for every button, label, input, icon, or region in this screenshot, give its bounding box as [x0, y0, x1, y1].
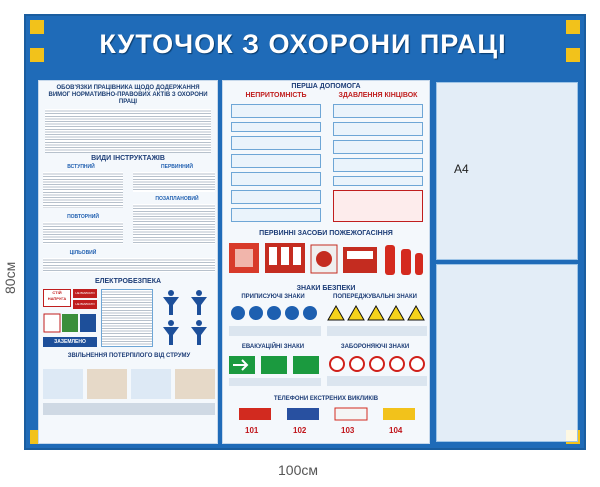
stop-voltage-sign: СТІЙ НАПРУГА	[43, 289, 71, 307]
do-not-switch-sign: НЕ ВМИКАТИ	[73, 300, 97, 309]
stand-title: КУТОЧОК З ОХОРОНИ ПРАЦІ	[99, 29, 507, 59]
release-victim-heading: ЗВІЛЬНЕННЯ ПОТЕРПІЛОГО ВІД СТРУМУ	[67, 353, 191, 359]
aid-step	[231, 122, 321, 132]
briefing-types-heading: ВИДИ ІНСТРУКТАЖІВ	[91, 155, 165, 162]
aid-step	[231, 104, 321, 118]
briefing-label: ПЕРВИННИЙ	[161, 164, 193, 170]
a4-pocket-bottom	[436, 264, 578, 442]
briefing-label: ЦІЛЬОВИЙ	[69, 250, 97, 256]
fire-equipment-heading: ПЕРВИННІ ЗАСОБИ ПОЖЕЖОГАСІННЯ	[259, 230, 393, 237]
warning-heading: ПОПЕРЕДЖУВАЛЬНІ ЗНАКИ	[333, 294, 417, 300]
warning-signs	[327, 304, 427, 340]
briefing-label: ПОВТОРНИЙ	[67, 214, 99, 220]
first-aid-block	[223, 92, 429, 228]
left-info-panel	[38, 80, 218, 444]
mandatory-heading: ПРИПИСУЮЧІ ЗНАКИ	[241, 294, 305, 300]
corner-accent	[566, 48, 580, 62]
middle-info-panel	[222, 80, 430, 444]
aid-step	[231, 154, 321, 168]
aid-step	[333, 122, 423, 136]
fainting-heading: НЕПРИТОМНІСТЬ	[245, 92, 307, 99]
electro-icons	[43, 313, 97, 333]
width-label: 100см	[278, 462, 318, 478]
height-dimension	[0, 250, 22, 310]
corner-accent	[566, 20, 580, 34]
electro-block	[43, 287, 213, 369]
corner-accent	[30, 48, 44, 62]
electro-text	[101, 289, 153, 347]
crush-heading: ЗДАВЛЕННЯ КІНЦІВОК	[338, 92, 418, 99]
height-label: 80см	[2, 261, 18, 294]
prohibition-signs	[327, 354, 427, 390]
emergency-phones-heading: ТЕЛЕФОНИ ЕКСТРЕНИХ ВИКЛИКІВ	[273, 396, 379, 402]
first-aid-heading: ПЕРША ДОПОМОГА	[291, 83, 361, 90]
mandatory-signs	[229, 304, 321, 340]
aid-step	[333, 140, 423, 154]
signs-row-1	[223, 294, 429, 344]
first-aid-figures	[157, 287, 215, 349]
briefing-label: ПОЗАПЛАНОВИЙ	[155, 196, 199, 202]
aid-warning	[333, 190, 423, 222]
signs-row-2	[223, 344, 429, 394]
briefing-label: ВСТУПНИЙ	[67, 164, 95, 170]
a4-label: A4	[454, 162, 469, 176]
release-illustrations	[43, 369, 213, 419]
briefing-text	[43, 222, 123, 244]
gas-phone: 104	[389, 426, 403, 435]
briefing-text	[43, 258, 215, 272]
briefings-block	[43, 164, 213, 276]
duties-text	[45, 109, 211, 153]
electrosafety-heading: ЕЛЕКТРОБЕЗПЕКА	[94, 278, 162, 285]
fire-phone: 101	[245, 426, 259, 435]
aid-step	[231, 136, 321, 150]
briefing-text	[43, 172, 123, 208]
police-phone: 102	[293, 426, 307, 435]
aid-step	[231, 172, 321, 186]
prohibition-heading: ЗАБОРОНЯЮЧІ ЗНАКИ	[340, 344, 410, 350]
ambulance-phone: 103	[341, 426, 355, 435]
fire-equipment-block	[227, 239, 425, 283]
do-not-switch-sign: НЕ ВМИКАТИ	[73, 289, 97, 298]
safety-signs-heading: ЗНАКИ БЕЗПЕКИ	[296, 285, 356, 292]
grounded-sign: ЗАЗЕМЛЕНО	[43, 337, 97, 347]
aid-step	[333, 104, 423, 118]
briefing-text	[133, 204, 215, 244]
emergency-phones	[223, 404, 429, 440]
briefing-text	[133, 172, 215, 192]
aid-step	[333, 158, 423, 172]
corner-accent	[30, 20, 44, 34]
aid-step	[333, 176, 423, 186]
aid-step	[231, 190, 321, 204]
evacuation-heading: ЕВАКУАЦІЙНІ ЗНАКИ	[241, 344, 305, 350]
evacuation-signs	[229, 354, 321, 390]
duties-heading: ОБОВ'ЯЗКИ ПРАЦІВНИКА ЩОДО ДОДЕРЖАННЯ ВИМОГ НОРМАТИВНО-ПРАВОВИХ АКТІВ З ОХОРОНИ ПРАЦІ	[48, 85, 208, 105]
aid-step	[231, 208, 321, 222]
